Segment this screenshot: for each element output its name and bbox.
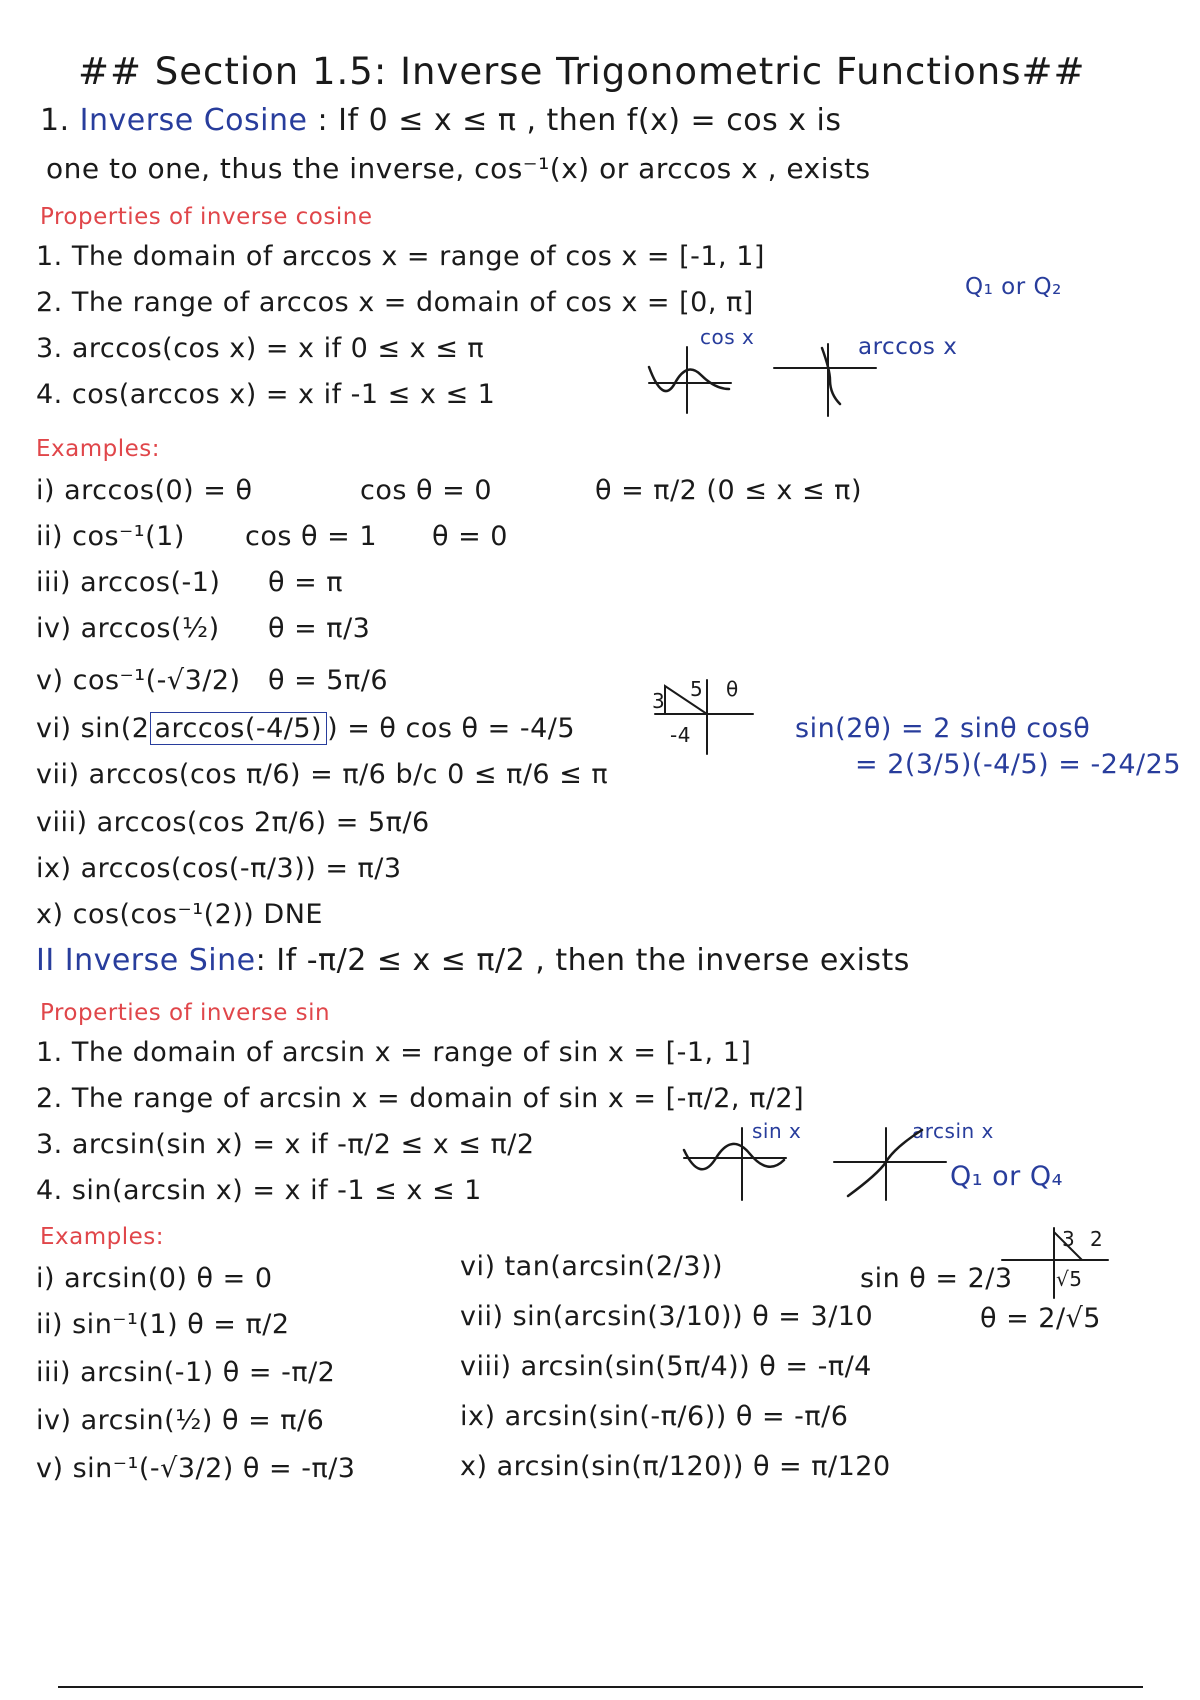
sine-heading-condition: : If -π/2 ≤ x ≤ π/2 , then the inverse exists xyxy=(255,943,910,978)
page-title: ## Section 1.5: Inverse Trigonometric Functions## xyxy=(78,50,1086,93)
arcsin-graph-label: arcsin x xyxy=(912,1119,994,1143)
cos-example-lhs: ii) cos⁻¹(1) xyxy=(36,521,185,552)
sine-property-1: 1. The domain of arcsin x = range of sin x = [-1, 1] xyxy=(36,1037,752,1068)
cos-example-lhs: i) arccos(0) = θ xyxy=(36,475,253,506)
cos-example-x: x) cos(cos⁻¹(2)) DNE xyxy=(36,899,323,930)
sine-examples-heading: Examples: xyxy=(40,1224,165,1250)
sine-graph-sketch xyxy=(680,1124,790,1204)
cos-example-vi-boxed: arccos(-4/5) xyxy=(150,712,328,745)
cos-example-mid: cos θ = 1 xyxy=(245,521,377,552)
sine-triangle-hyp-label: 3 xyxy=(1062,1227,1076,1251)
cos-example-vi-prefix: vi) sin(2 xyxy=(36,713,150,744)
double-angle-formula: sin(2θ) = 2 sinθ cosθ xyxy=(795,713,1091,744)
cosine-heading xyxy=(40,104,842,138)
sine-quadrant-note: Q₁ or Q₄ xyxy=(950,1161,1063,1192)
sine-side-note: sin θ = 2/3 xyxy=(860,1263,1013,1294)
cosine-heading-line2: one to one, thus the inverse, cos⁻¹(x) or arccos x , exists xyxy=(46,152,871,185)
cos-graph-label: cos x xyxy=(700,325,755,349)
sin-example-left: v) sin⁻¹(-√3/2) θ = -π/3 xyxy=(36,1453,356,1484)
sin-example-right: x) arcsin(sin(π/120)) θ = π/120 xyxy=(460,1451,891,1482)
triangle-label-angle: θ xyxy=(726,677,739,701)
triangle-label-opposite: 3 xyxy=(652,689,666,713)
cosine-property-1: 1. The domain of arccos x = range of cos x = [-1, 1] xyxy=(36,241,765,272)
cosine-quadrant-note: Q₁ or Q₂ xyxy=(965,274,1062,300)
cos-example-vi-suffix: ) = θ cos θ = -4/5 xyxy=(327,713,576,744)
cosine-heading-label: Inverse Cosine xyxy=(79,103,308,138)
sine-triangle-adj-label: √5 xyxy=(1056,1267,1083,1291)
cos-example-lhs: iv) arccos(½) xyxy=(36,613,220,644)
sin-example-left: iv) arcsin(½) θ = π/6 xyxy=(36,1405,325,1436)
sine-heading xyxy=(36,944,910,978)
sin-example-left: i) arcsin(0) θ = 0 xyxy=(36,1263,273,1294)
sine-side-answer: θ = 2/√5 xyxy=(980,1303,1101,1334)
cosine-property-4: 4. cos(arccos x) = x if -1 ≤ x ≤ 1 xyxy=(36,379,496,410)
cos-example-lhs: iii) arccos(-1) xyxy=(36,567,221,598)
cosine-property-2: 2. The range of arccos x = domain of cos x = [0, π] xyxy=(36,287,754,318)
cos-example-mid: θ = π xyxy=(268,567,344,598)
cos-example-ix: ix) arccos(cos(-π/3)) = π/3 xyxy=(36,853,402,884)
cos-example-mid: θ = 5π/6 xyxy=(268,665,389,696)
sin-example-left: iii) arcsin(-1) θ = -π/2 xyxy=(36,1357,336,1388)
sin-example-left: ii) sin⁻¹(1) θ = π/2 xyxy=(36,1309,290,1340)
cosine-heading-number: 1. xyxy=(40,103,70,138)
sine-property-3: 3. arcsin(sin x) = x if -π/2 ≤ x ≤ π/2 xyxy=(36,1129,535,1160)
cos-example-viii: viii) arccos(cos 2π/6) = 5π/6 xyxy=(36,807,430,838)
double-angle-result: = 2(3/5)(-4/5) = -24/25 xyxy=(855,749,1182,780)
sine-property-2: 2. The range of arcsin x = domain of sin x = [-π/2, π/2] xyxy=(36,1083,805,1114)
triangle-label-hypotenuse: 5 xyxy=(690,677,704,701)
cosine-property-3: 3. arccos(cos x) = x if 0 ≤ x ≤ π xyxy=(36,333,485,364)
arccos-graph-label: arccos x xyxy=(858,334,958,360)
cos-example-mid: θ = π/3 xyxy=(268,613,371,644)
bottom-divider xyxy=(58,1686,1143,1688)
cos-example-rhs: θ = 0 xyxy=(432,521,508,552)
sin-example-right: vii) sin(arcsin(3/10)) θ = 3/10 xyxy=(460,1301,874,1332)
cos-example-vi xyxy=(36,712,575,746)
cos-example-vii: vii) arccos(cos π/6) = π/6 b/c 0 ≤ π/6 ≤ π xyxy=(36,759,609,790)
sine-properties-heading: Properties of inverse sin xyxy=(40,1000,331,1026)
sine-heading-label: II Inverse Sine xyxy=(36,943,256,978)
sin-example-right: vi) tan(arcsin(2/3)) xyxy=(460,1251,724,1282)
sine-triangle-opp-label: 2 xyxy=(1090,1227,1104,1251)
sin-example-right: ix) arcsin(sin(-π/6)) θ = -π/6 xyxy=(460,1401,849,1432)
cosine-properties-heading: Properties of inverse cosine xyxy=(40,204,373,230)
cosine-examples-heading: Examples: xyxy=(36,436,161,462)
sine-property-4: 4. sin(arcsin x) = x if -1 ≤ x ≤ 1 xyxy=(36,1175,482,1206)
arccos-graph-sketch xyxy=(770,340,880,420)
arcsin-graph-sketch xyxy=(830,1124,950,1204)
cos-example-rhs: θ = π/2 (0 ≤ x ≤ π) xyxy=(595,475,862,506)
sin-example-right: viii) arcsin(sin(5π/4)) θ = -π/4 xyxy=(460,1351,872,1382)
sin-graph-label: sin x xyxy=(752,1119,802,1143)
cos-example-lhs: v) cos⁻¹(-√3/2) xyxy=(36,665,241,696)
cos-example-mid: cos θ = 0 xyxy=(360,475,492,506)
triangle-label-adjacent: -4 xyxy=(670,723,691,747)
cosine-heading-condition: : If 0 ≤ x ≤ π , then f(x) = cos x is xyxy=(317,103,842,138)
cosine-graph-sketch xyxy=(645,345,735,415)
